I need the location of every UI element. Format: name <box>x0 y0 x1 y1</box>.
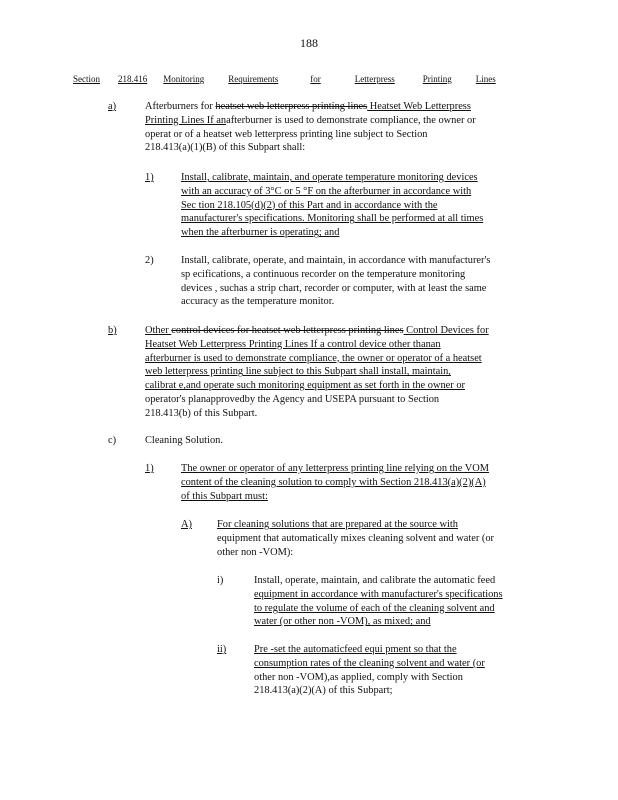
para-ci-marker: i) <box>217 575 224 586</box>
para-cii: Pre -set the automaticfeed equi pment so that the consumption rates of the cleaning solvent and water (or other non -VOM),as applied, comply with Section 218.413(a)(2)(A) of this Subpart; <box>254 644 485 697</box>
para-b: Other control devices for heatset web letterpress printing lines Control Devices for Heatset Web Letterpress Printing Lines If a control device other thanan afterburner is used to demonstrate compliance, the owner or operator of a heatset web letterpress printing line subject to this Subpart shall install, maintain, calibrat e,and operate such monitoring equipment as set forth in the owner or operator's planapprovedby the Agency and USEPA pursuant to Section 218.413(b) of this Subpart. <box>145 325 489 419</box>
para-ci: Install, operate, maintain, and calibrate the automatic feed equipment in accordance with manufacturer's specifications to regulate the volume of each of the cleaning solvent and water (or other non -VOM), as mixed; and <box>254 575 503 628</box>
para-a1-marker: 1) <box>145 172 154 183</box>
para-b-marker: b) <box>108 325 117 336</box>
para-a1: Install, calibrate, maintain, and operate temperature monitoring devices with an accuracy of 3°C or 5 °F on the afterburner in accordance with Sec tion 218.105(d)(2) of this Part and in accordance with the manufacturer's specifications. Monitoring shall be performed at all times when the afterburner is operating; and <box>181 172 484 239</box>
para-c1-marker: 1) <box>145 463 154 474</box>
para-c-marker: c) <box>108 435 117 446</box>
section-number: 218.416 <box>118 74 148 84</box>
section-heading: Section 218.416 Monitoring Requirements for Letterpress Printing Lines <box>73 74 496 84</box>
para-a-marker: a) <box>108 101 117 112</box>
section-label: Section <box>73 74 100 84</box>
para-cA: For cleaning solutions that are prepared at the source with equipment that automatically mixes cleaning solvent and water (or other non -VOM): <box>217 519 494 558</box>
para-c-title: Cleaning Solution. <box>145 435 223 446</box>
para-cA-marker: A) <box>181 519 192 530</box>
page-number: 188 <box>300 36 318 50</box>
para-a: Afterburners for heatset web letterpress printing lines Heatset Web Letterpress Printing Lines If anafterburner is used to demonstrate compliance, the owner or operat or of a heatset web letterpress printing line subject to Section 218.413(a)(1)(B) of this Subpart shall: <box>145 101 476 154</box>
para-a2-marker: 2) <box>145 255 154 266</box>
para-c1: The owner or operator of any letterpress printing line relying on the VOM content of the cleaning solution to comply with Section 218.413(a)(2)(A) of this Subpart must: <box>181 463 489 502</box>
para-cii-marker: ii) <box>217 644 227 655</box>
para-a2: Install, calibrate, operate, and maintain, in accordance with manufacturer's sp ecifications, a continuous recorder on the temperature monitoring devices , suchas a strip chart, recorder or computer, with at least the same accuracy as the temperature monitor. <box>181 255 491 308</box>
